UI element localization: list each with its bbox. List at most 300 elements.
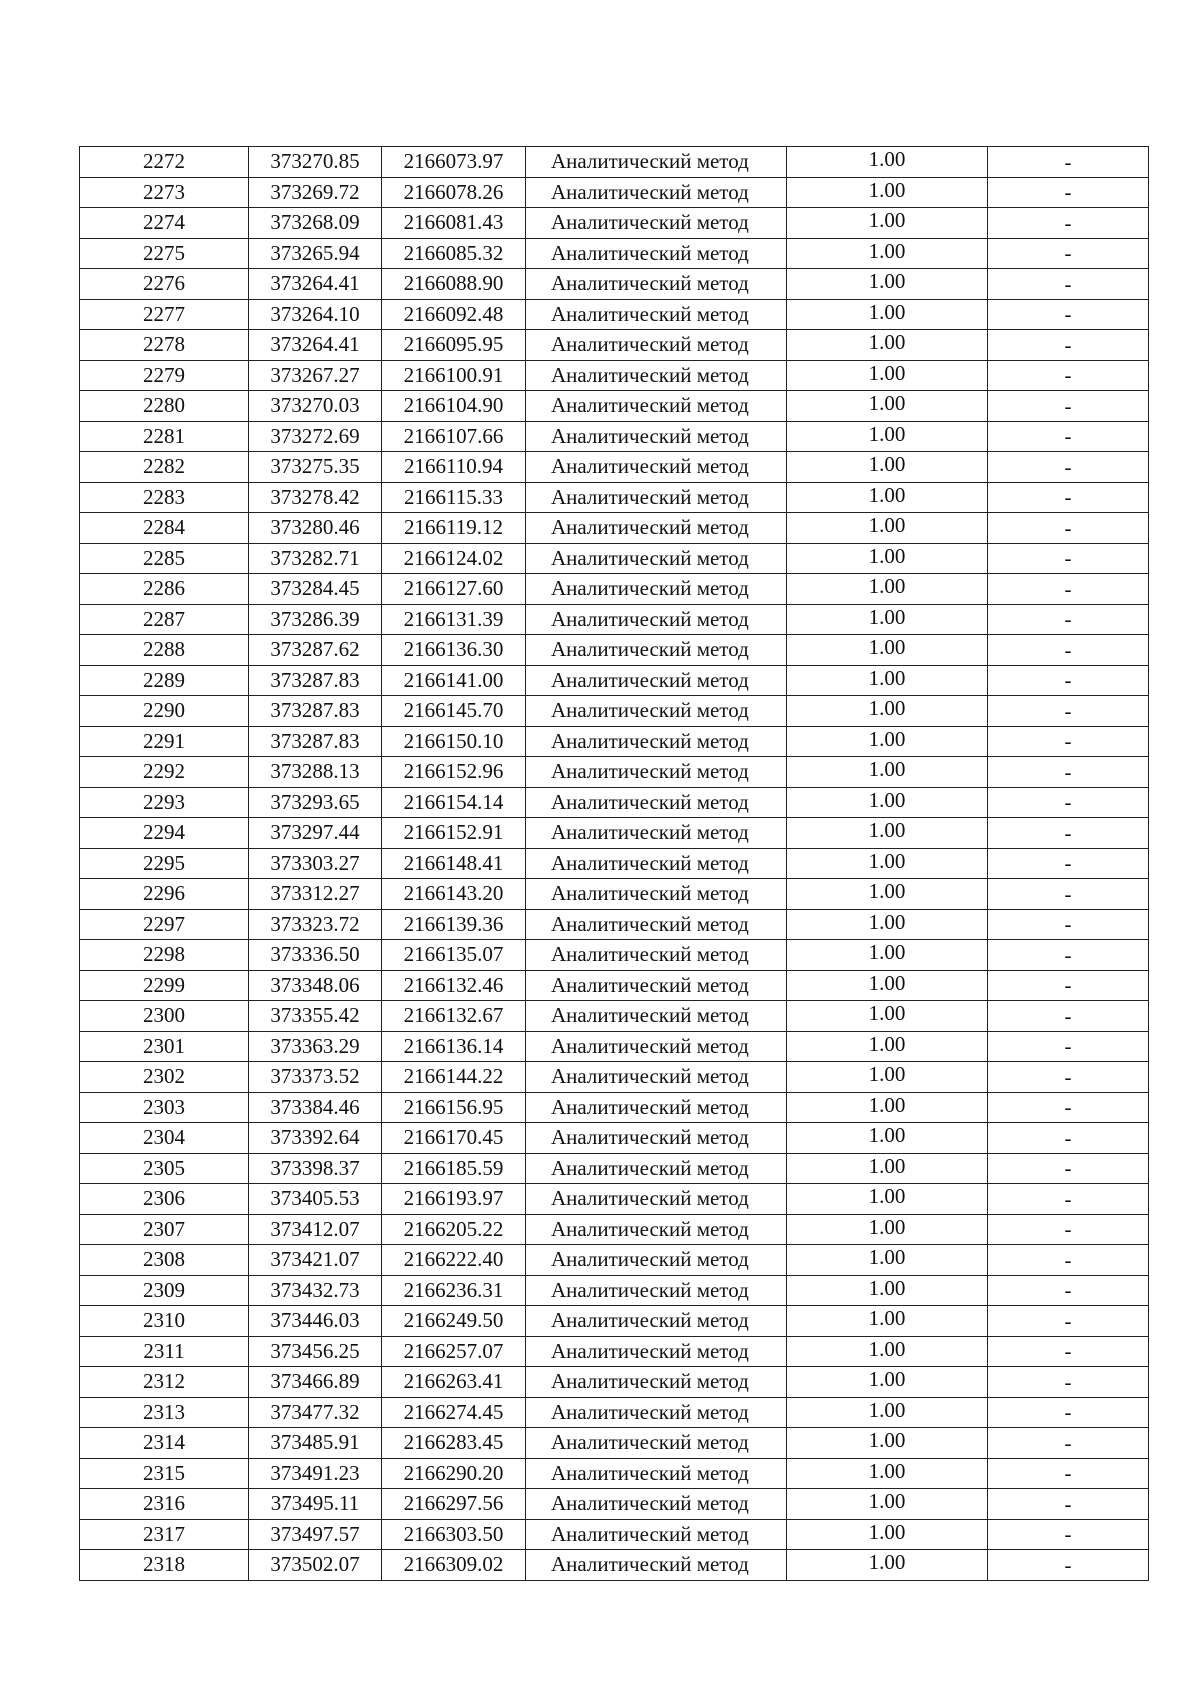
precision-cell: 1.00	[787, 1245, 988, 1276]
point-number-cell: 2282	[80, 452, 249, 483]
y-coordinate-cell: 2166283.45	[382, 1428, 526, 1459]
method-cell: Аналитический метод	[526, 940, 787, 971]
point-number-cell: 2296	[80, 879, 249, 910]
point-number-cell: 2290	[80, 696, 249, 727]
method-cell: Аналитический метод	[526, 696, 787, 727]
x-coordinate-cell: 373398.37	[249, 1153, 382, 1184]
method-cell: Аналитический метод	[526, 1001, 787, 1032]
y-coordinate-cell: 2166115.33	[382, 482, 526, 513]
method-cell: Аналитический метод	[526, 391, 787, 422]
method-cell: Аналитический метод	[526, 574, 787, 605]
y-coordinate-cell: 2166136.30	[382, 635, 526, 666]
x-coordinate-cell: 373287.83	[249, 726, 382, 757]
table-row	[80, 787, 1149, 818]
point-number-cell: 2284	[80, 513, 249, 544]
note-cell: -	[988, 238, 1149, 269]
x-coordinate-cell: 373265.94	[249, 238, 382, 269]
method-cell: Аналитический метод	[526, 1306, 787, 1337]
table-row	[80, 757, 1149, 788]
table-row	[80, 513, 1149, 544]
precision-cell: 1.00	[787, 1428, 988, 1459]
point-number-cell: 2286	[80, 574, 249, 605]
precision-cell: 1.00	[787, 208, 988, 239]
y-coordinate-cell: 2166257.07	[382, 1336, 526, 1367]
point-number-cell: 2300	[80, 1001, 249, 1032]
note-cell: -	[988, 604, 1149, 635]
x-coordinate-cell: 373502.07	[249, 1550, 382, 1581]
point-number-cell: 2311	[80, 1336, 249, 1367]
point-number-cell: 2273	[80, 177, 249, 208]
point-number-cell: 2316	[80, 1489, 249, 1520]
table-row	[80, 940, 1149, 971]
note-cell: -	[988, 1001, 1149, 1032]
method-cell: Аналитический метод	[526, 1489, 787, 1520]
method-cell: Аналитический метод	[526, 208, 787, 239]
x-coordinate-cell: 373268.09	[249, 208, 382, 239]
x-coordinate-cell: 373405.53	[249, 1184, 382, 1215]
note-cell: -	[988, 970, 1149, 1001]
note-cell: -	[988, 787, 1149, 818]
point-number-cell: 2298	[80, 940, 249, 971]
y-coordinate-cell: 2166078.26	[382, 177, 526, 208]
note-cell: -	[988, 1062, 1149, 1093]
table-row	[80, 665, 1149, 696]
precision-cell: 1.00	[787, 604, 988, 635]
note-cell: -	[988, 543, 1149, 574]
precision-cell: 1.00	[787, 940, 988, 971]
x-coordinate-cell: 373287.62	[249, 635, 382, 666]
x-coordinate-cell: 373284.45	[249, 574, 382, 605]
point-number-cell: 2292	[80, 757, 249, 788]
point-number-cell: 2302	[80, 1062, 249, 1093]
x-coordinate-cell: 373312.27	[249, 879, 382, 910]
note-cell: -	[988, 1092, 1149, 1123]
y-coordinate-cell: 2166088.90	[382, 269, 526, 300]
x-coordinate-cell: 373282.71	[249, 543, 382, 574]
table-row	[80, 848, 1149, 879]
note-cell: -	[988, 635, 1149, 666]
x-coordinate-cell: 373485.91	[249, 1428, 382, 1459]
method-cell: Аналитический метод	[526, 482, 787, 513]
point-number-cell: 2318	[80, 1550, 249, 1581]
point-number-cell: 2297	[80, 909, 249, 940]
precision-cell: 1.00	[787, 482, 988, 513]
method-cell: Аналитический метод	[526, 177, 787, 208]
method-cell: Аналитический метод	[526, 1245, 787, 1276]
note-cell: -	[988, 1275, 1149, 1306]
y-coordinate-cell: 2166127.60	[382, 574, 526, 605]
precision-cell: 1.00	[787, 147, 988, 178]
table-row	[80, 1428, 1149, 1459]
precision-cell: 1.00	[787, 360, 988, 391]
x-coordinate-cell: 373446.03	[249, 1306, 382, 1337]
point-number-cell: 2275	[80, 238, 249, 269]
x-coordinate-cell: 373286.39	[249, 604, 382, 635]
note-cell: -	[988, 818, 1149, 849]
y-coordinate-cell: 2166297.56	[382, 1489, 526, 1520]
table-row	[80, 360, 1149, 391]
method-cell: Аналитический метод	[526, 726, 787, 757]
point-number-cell: 2276	[80, 269, 249, 300]
x-coordinate-cell: 373336.50	[249, 940, 382, 971]
x-coordinate-cell: 373264.41	[249, 269, 382, 300]
precision-cell: 1.00	[787, 1397, 988, 1428]
note-cell: -	[988, 1123, 1149, 1154]
precision-cell: 1.00	[787, 1062, 988, 1093]
point-number-cell: 2291	[80, 726, 249, 757]
method-cell: Аналитический метод	[526, 635, 787, 666]
point-number-cell: 2308	[80, 1245, 249, 1276]
precision-cell: 1.00	[787, 543, 988, 574]
table-row	[80, 452, 1149, 483]
table-row	[80, 1397, 1149, 1428]
table-row	[80, 330, 1149, 361]
method-cell: Аналитический метод	[526, 1153, 787, 1184]
note-cell: -	[988, 1367, 1149, 1398]
method-cell: Аналитический метод	[526, 1031, 787, 1062]
y-coordinate-cell: 2166263.41	[382, 1367, 526, 1398]
y-coordinate-cell: 2166139.36	[382, 909, 526, 940]
table-row	[80, 1306, 1149, 1337]
method-cell: Аналитический метод	[526, 757, 787, 788]
precision-cell: 1.00	[787, 909, 988, 940]
precision-cell: 1.00	[787, 1367, 988, 1398]
precision-cell: 1.00	[787, 818, 988, 849]
table-row	[80, 1184, 1149, 1215]
table-row	[80, 391, 1149, 422]
point-number-cell: 2294	[80, 818, 249, 849]
method-cell: Аналитический метод	[526, 665, 787, 696]
x-coordinate-cell: 373270.85	[249, 147, 382, 178]
x-coordinate-cell: 373466.89	[249, 1367, 382, 1398]
table-row	[80, 269, 1149, 300]
precision-cell: 1.00	[787, 1489, 988, 1520]
note-cell: -	[988, 269, 1149, 300]
point-number-cell: 2307	[80, 1214, 249, 1245]
table-row	[80, 1001, 1149, 1032]
note-cell: -	[988, 1031, 1149, 1062]
method-cell: Аналитический метод	[526, 330, 787, 361]
method-cell: Аналитический метод	[526, 421, 787, 452]
note-cell: -	[988, 1428, 1149, 1459]
table-row	[80, 1458, 1149, 1489]
precision-cell: 1.00	[787, 1153, 988, 1184]
precision-cell: 1.00	[787, 726, 988, 757]
x-coordinate-cell: 373270.03	[249, 391, 382, 422]
note-cell: -	[988, 1306, 1149, 1337]
y-coordinate-cell: 2166104.90	[382, 391, 526, 422]
y-coordinate-cell: 2166274.45	[382, 1397, 526, 1428]
note-cell: -	[988, 482, 1149, 513]
point-number-cell: 2295	[80, 848, 249, 879]
x-coordinate-cell: 373275.35	[249, 452, 382, 483]
point-number-cell: 2301	[80, 1031, 249, 1062]
table-row	[80, 299, 1149, 330]
method-cell: Аналитический метод	[526, 848, 787, 879]
precision-cell: 1.00	[787, 513, 988, 544]
point-number-cell: 2280	[80, 391, 249, 422]
precision-cell: 1.00	[787, 665, 988, 696]
table-row	[80, 543, 1149, 574]
y-coordinate-cell: 2166073.97	[382, 147, 526, 178]
table-row	[80, 421, 1149, 452]
method-cell: Аналитический метод	[526, 604, 787, 635]
y-coordinate-cell: 2166100.91	[382, 360, 526, 391]
x-coordinate-cell: 373373.52	[249, 1062, 382, 1093]
note-cell: -	[988, 574, 1149, 605]
precision-cell: 1.00	[787, 787, 988, 818]
y-coordinate-cell: 2166124.02	[382, 543, 526, 574]
method-cell: Аналитический метод	[526, 147, 787, 178]
method-cell: Аналитический метод	[526, 970, 787, 1001]
y-coordinate-cell: 2166152.91	[382, 818, 526, 849]
method-cell: Аналитический метод	[526, 238, 787, 269]
y-coordinate-cell: 2166092.48	[382, 299, 526, 330]
note-cell: -	[988, 299, 1149, 330]
point-number-cell: 2309	[80, 1275, 249, 1306]
note-cell: -	[988, 1184, 1149, 1215]
method-cell: Аналитический метод	[526, 1092, 787, 1123]
point-number-cell: 2313	[80, 1397, 249, 1428]
x-coordinate-cell: 373280.46	[249, 513, 382, 544]
x-coordinate-cell: 373432.73	[249, 1275, 382, 1306]
precision-cell: 1.00	[787, 269, 988, 300]
table-row	[80, 1367, 1149, 1398]
x-coordinate-cell: 373264.10	[249, 299, 382, 330]
method-cell: Аналитический метод	[526, 787, 787, 818]
precision-cell: 1.00	[787, 574, 988, 605]
method-cell: Аналитический метод	[526, 360, 787, 391]
method-cell: Аналитический метод	[526, 1428, 787, 1459]
point-number-cell: 2272	[80, 147, 249, 178]
table-row	[80, 818, 1149, 849]
precision-cell: 1.00	[787, 1001, 988, 1032]
note-cell: -	[988, 848, 1149, 879]
note-cell: -	[988, 1336, 1149, 1367]
y-coordinate-cell: 2166156.95	[382, 1092, 526, 1123]
x-coordinate-cell: 373288.13	[249, 757, 382, 788]
x-coordinate-cell: 373269.72	[249, 177, 382, 208]
note-cell: -	[988, 147, 1149, 178]
point-number-cell: 2293	[80, 787, 249, 818]
precision-cell: 1.00	[787, 848, 988, 879]
precision-cell: 1.00	[787, 1458, 988, 1489]
x-coordinate-cell: 373421.07	[249, 1245, 382, 1276]
y-coordinate-cell: 2166110.94	[382, 452, 526, 483]
point-number-cell: 2310	[80, 1306, 249, 1337]
method-cell: Аналитический метод	[526, 452, 787, 483]
x-coordinate-cell: 373412.07	[249, 1214, 382, 1245]
x-coordinate-cell: 373287.83	[249, 696, 382, 727]
note-cell: -	[988, 757, 1149, 788]
y-coordinate-cell: 2166144.22	[382, 1062, 526, 1093]
precision-cell: 1.00	[787, 452, 988, 483]
precision-cell: 1.00	[787, 391, 988, 422]
note-cell: -	[988, 513, 1149, 544]
y-coordinate-cell: 2166249.50	[382, 1306, 526, 1337]
note-cell: -	[988, 177, 1149, 208]
method-cell: Аналитический метод	[526, 1458, 787, 1489]
x-coordinate-cell: 373264.41	[249, 330, 382, 361]
precision-cell: 1.00	[787, 421, 988, 452]
note-cell: -	[988, 1550, 1149, 1581]
table-row	[80, 909, 1149, 940]
x-coordinate-cell: 373392.64	[249, 1123, 382, 1154]
y-coordinate-cell: 2166236.31	[382, 1275, 526, 1306]
point-number-cell: 2317	[80, 1519, 249, 1550]
note-cell: -	[988, 330, 1149, 361]
x-coordinate-cell: 373272.69	[249, 421, 382, 452]
method-cell: Аналитический метод	[526, 1397, 787, 1428]
y-coordinate-cell: 2166303.50	[382, 1519, 526, 1550]
method-cell: Аналитический метод	[526, 1336, 787, 1367]
x-coordinate-cell: 373477.32	[249, 1397, 382, 1428]
table-row	[80, 1062, 1149, 1093]
note-cell: -	[988, 452, 1149, 483]
y-coordinate-cell: 2166145.70	[382, 696, 526, 727]
note-cell: -	[988, 1519, 1149, 1550]
table-row	[80, 208, 1149, 239]
precision-cell: 1.00	[787, 1275, 988, 1306]
table-body	[80, 147, 1149, 1581]
table-row	[80, 1336, 1149, 1367]
point-number-cell: 2299	[80, 970, 249, 1001]
method-cell: Аналитический метод	[526, 1123, 787, 1154]
y-coordinate-cell: 2166309.02	[382, 1550, 526, 1581]
precision-cell: 1.00	[787, 330, 988, 361]
precision-cell: 1.00	[787, 1214, 988, 1245]
precision-cell: 1.00	[787, 879, 988, 910]
y-coordinate-cell: 2166132.67	[382, 1001, 526, 1032]
precision-cell: 1.00	[787, 757, 988, 788]
y-coordinate-cell: 2166193.97	[382, 1184, 526, 1215]
y-coordinate-cell: 2166095.95	[382, 330, 526, 361]
point-number-cell: 2283	[80, 482, 249, 513]
method-cell: Аналитический метод	[526, 1184, 787, 1215]
precision-cell: 1.00	[787, 1092, 988, 1123]
table-row	[80, 238, 1149, 269]
y-coordinate-cell: 2166119.12	[382, 513, 526, 544]
precision-cell: 1.00	[787, 177, 988, 208]
y-coordinate-cell: 2166152.96	[382, 757, 526, 788]
table-row	[80, 1153, 1149, 1184]
y-coordinate-cell: 2166222.40	[382, 1245, 526, 1276]
table-row	[80, 696, 1149, 727]
note-cell: -	[988, 208, 1149, 239]
y-coordinate-cell: 2166154.14	[382, 787, 526, 818]
y-coordinate-cell: 2166131.39	[382, 604, 526, 635]
table-row	[80, 177, 1149, 208]
point-number-cell: 2281	[80, 421, 249, 452]
note-cell: -	[988, 1397, 1149, 1428]
table-row	[80, 879, 1149, 910]
method-cell: Аналитический метод	[526, 879, 787, 910]
x-coordinate-cell: 373323.72	[249, 909, 382, 940]
method-cell: Аналитический метод	[526, 909, 787, 940]
note-cell: -	[988, 1489, 1149, 1520]
y-coordinate-cell: 2166290.20	[382, 1458, 526, 1489]
x-coordinate-cell: 373297.44	[249, 818, 382, 849]
point-number-cell: 2279	[80, 360, 249, 391]
method-cell: Аналитический метод	[526, 1275, 787, 1306]
method-cell: Аналитический метод	[526, 1367, 787, 1398]
y-coordinate-cell: 2166135.07	[382, 940, 526, 971]
x-coordinate-cell: 373384.46	[249, 1092, 382, 1123]
y-coordinate-cell: 2166205.22	[382, 1214, 526, 1245]
precision-cell: 1.00	[787, 970, 988, 1001]
x-coordinate-cell: 373287.83	[249, 665, 382, 696]
method-cell: Аналитический метод	[526, 269, 787, 300]
coordinates-table	[79, 146, 1149, 1581]
table-row	[80, 1550, 1149, 1581]
x-coordinate-cell: 373497.57	[249, 1519, 382, 1550]
table-row	[80, 1123, 1149, 1154]
table-row	[80, 604, 1149, 635]
table-row	[80, 482, 1149, 513]
note-cell: -	[988, 1458, 1149, 1489]
note-cell: -	[988, 940, 1149, 971]
precision-cell: 1.00	[787, 1550, 988, 1581]
method-cell: Аналитический метод	[526, 543, 787, 574]
precision-cell: 1.00	[787, 1336, 988, 1367]
note-cell: -	[988, 665, 1149, 696]
point-number-cell: 2314	[80, 1428, 249, 1459]
point-number-cell: 2278	[80, 330, 249, 361]
y-coordinate-cell: 2166107.66	[382, 421, 526, 452]
x-coordinate-cell: 373355.42	[249, 1001, 382, 1032]
method-cell: Аналитический метод	[526, 1062, 787, 1093]
method-cell: Аналитический метод	[526, 1550, 787, 1581]
method-cell: Аналитический метод	[526, 1519, 787, 1550]
point-number-cell: 2303	[80, 1092, 249, 1123]
table-row	[80, 574, 1149, 605]
table-row	[80, 635, 1149, 666]
note-cell: -	[988, 1214, 1149, 1245]
precision-cell: 1.00	[787, 1306, 988, 1337]
y-coordinate-cell: 2166170.45	[382, 1123, 526, 1154]
precision-cell: 1.00	[787, 1519, 988, 1550]
y-coordinate-cell: 2166141.00	[382, 665, 526, 696]
point-number-cell: 2274	[80, 208, 249, 239]
table-row	[80, 1245, 1149, 1276]
precision-cell: 1.00	[787, 238, 988, 269]
precision-cell: 1.00	[787, 1031, 988, 1062]
y-coordinate-cell: 2166136.14	[382, 1031, 526, 1062]
precision-cell: 1.00	[787, 1123, 988, 1154]
y-coordinate-cell: 2166150.10	[382, 726, 526, 757]
y-coordinate-cell: 2166185.59	[382, 1153, 526, 1184]
table-row	[80, 1489, 1149, 1520]
y-coordinate-cell: 2166085.32	[382, 238, 526, 269]
point-number-cell: 2306	[80, 1184, 249, 1215]
note-cell: -	[988, 360, 1149, 391]
note-cell: -	[988, 391, 1149, 422]
note-cell: -	[988, 421, 1149, 452]
table-row	[80, 1031, 1149, 1062]
point-number-cell: 2289	[80, 665, 249, 696]
table-row	[80, 970, 1149, 1001]
x-coordinate-cell: 373303.27	[249, 848, 382, 879]
point-number-cell: 2312	[80, 1367, 249, 1398]
method-cell: Аналитический метод	[526, 1214, 787, 1245]
x-coordinate-cell: 373348.06	[249, 970, 382, 1001]
method-cell: Аналитический метод	[526, 299, 787, 330]
table-row	[80, 1519, 1149, 1550]
y-coordinate-cell: 2166148.41	[382, 848, 526, 879]
note-cell: -	[988, 909, 1149, 940]
point-number-cell: 2304	[80, 1123, 249, 1154]
x-coordinate-cell: 373278.42	[249, 482, 382, 513]
